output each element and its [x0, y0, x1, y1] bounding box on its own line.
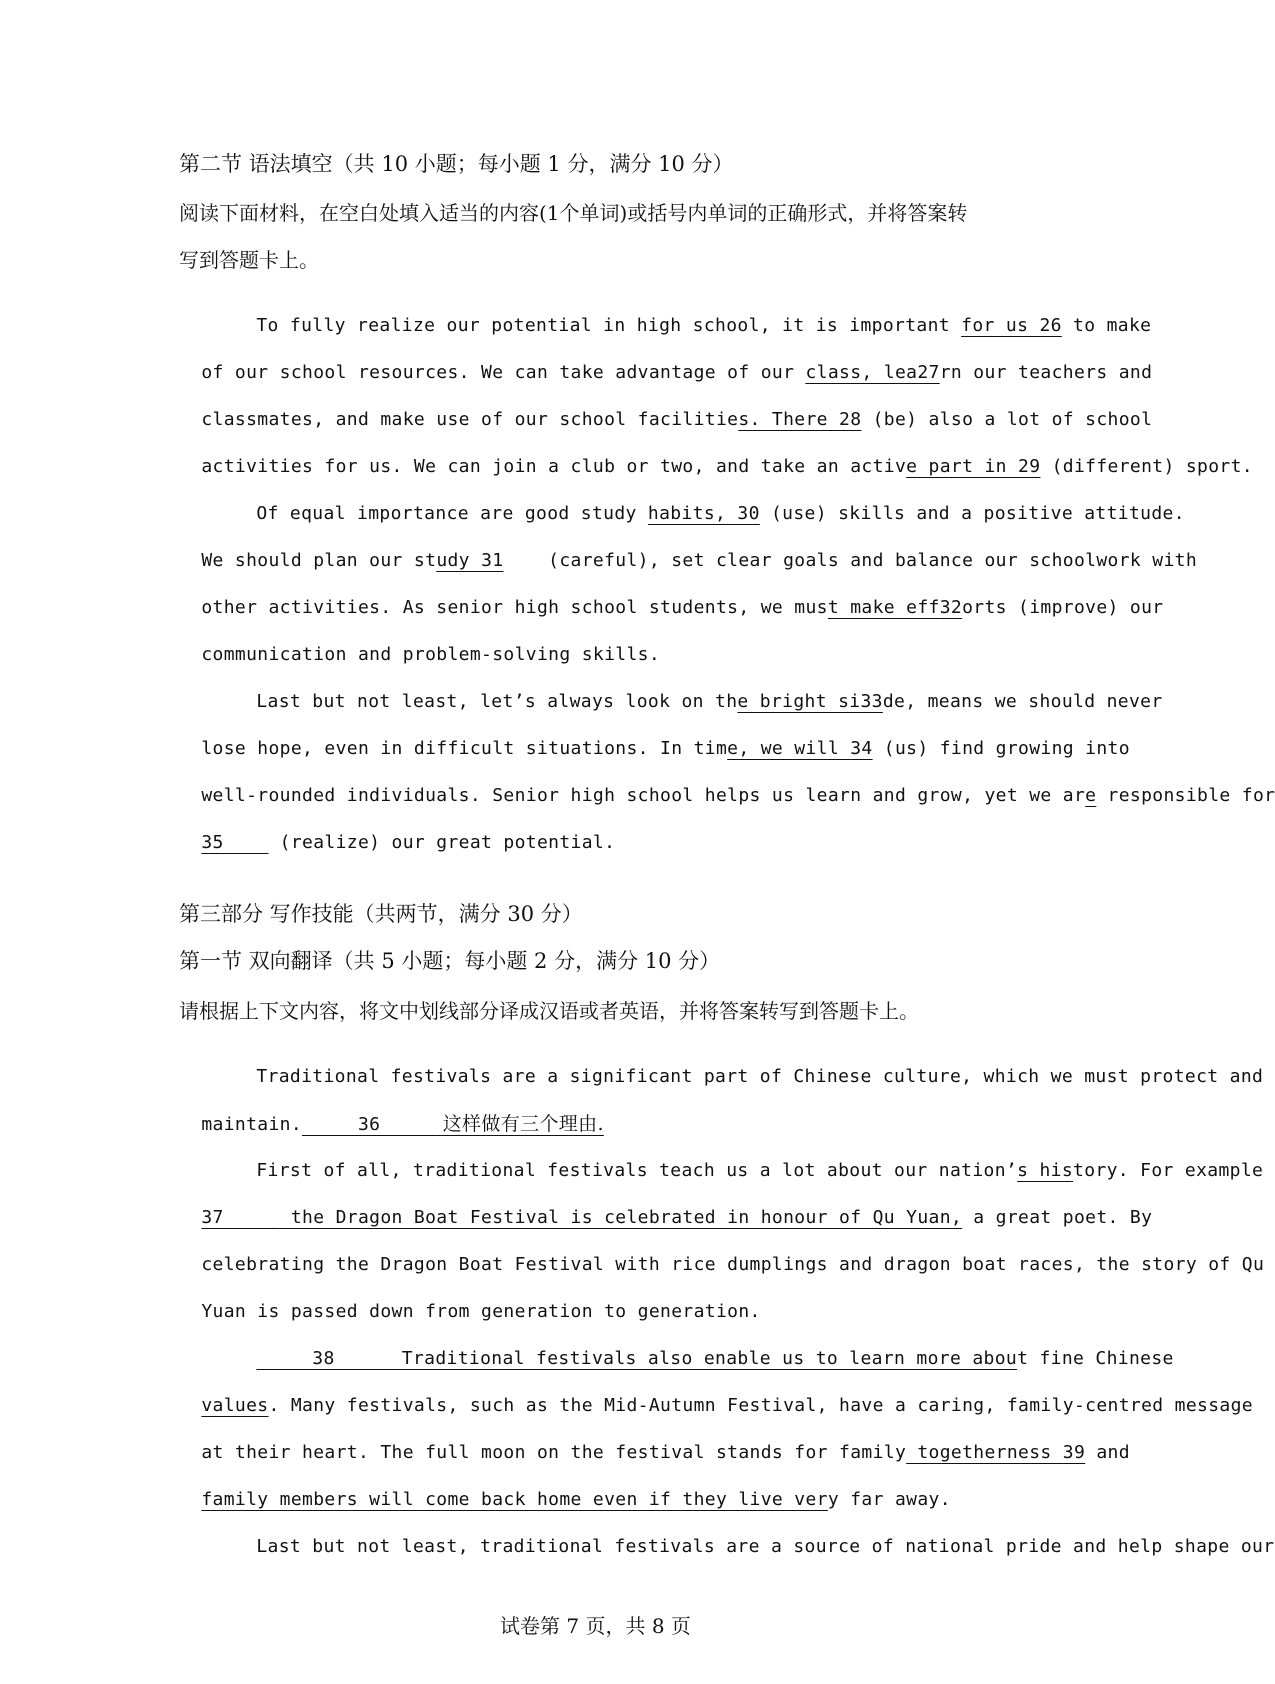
passage-line: lose hope, even in difficult situations. In time, we will 34 (us) find growing into — [201, 738, 1130, 759]
blank-33: e bright si33 — [737, 691, 883, 712]
passage-line: We should plan our study 31 (careful), set clear goals and balance our schoolwork with — [201, 550, 1198, 571]
passage-line: classmates, and make use of our school facilities. There 28 (be) also a lot of school — [201, 409, 1153, 430]
instruction-line: 阅读下面材料，在空白处填入适当的内容(1个单词)或括号内单词的正确形式，并将答案转 — [179, 201, 968, 225]
passage-line: Last but not least, traditional festivals are a source of national pride and help shape our — [256, 1536, 1275, 1557]
section-heading: 第二节 语法填空（共 10 小题；每小题 1 分，满分 10 分） — [179, 152, 734, 176]
passage-line: at their heart. The full moon on the festival stands for family togetherness 39 and — [201, 1442, 1130, 1463]
blank-39: togetherness 39 — [906, 1442, 1086, 1463]
passage-line: Traditional festivals are a significant part of Chinese culture, which we must protect and — [256, 1066, 1264, 1087]
blank-26: for us 26 — [961, 315, 1062, 336]
blank-29: e part in 29 — [906, 456, 1041, 477]
blank-28: s. There 28 — [738, 409, 862, 430]
passage-line: values. Many festivals, such as the Mid-Autumn Festival, have a caring, family-centred message — [201, 1395, 1253, 1416]
underline-mark: s his — [1017, 1160, 1074, 1181]
passage-line: First of all, traditional festivals teach us a lot about our nation’s history. For example — [256, 1160, 1264, 1181]
passage-line: of our school resources. We can take advantage of our class, lea27rn our teachers and — [201, 362, 1153, 383]
translate-sentence-38: Traditional festivals also enable us to learn more abou — [390, 1348, 1018, 1369]
translate-sentence-38-end: values — [201, 1395, 269, 1416]
blank-32: t make eff32 — [827, 597, 963, 618]
translate-sentence-39: family members will come back home even if they live ver — [201, 1489, 828, 1510]
passage-line: activities for us. We can join a club or two, and take an active part in 29 (different) sport. — [201, 456, 1253, 477]
underline-mark: e — [1085, 785, 1097, 806]
instruction-line: 请根据上下文内容，将文中划线部分译成汉语或者英语，并将答案转写到答题卡上。 — [179, 999, 919, 1023]
part-heading: 第三部分 写作技能（共两节，满分 30 分） — [179, 902, 583, 926]
passage-line: 38 Traditional festivals also enable us to learn more about fine Chinese — [256, 1348, 1174, 1369]
blank-36: 36 — [302, 1114, 437, 1135]
passage-line: family members will come back home even if they live very far away. — [201, 1489, 951, 1510]
passage-line: Yuan is passed down from generation to generation. — [201, 1301, 761, 1322]
blank-38: 38 — [256, 1348, 391, 1369]
blank-37: 37 — [201, 1207, 280, 1228]
section-heading: 第一节 双向翻译（共 5 小题；每小题 2 分，满分 10 分） — [179, 949, 721, 973]
passage-line: Last but not least, let’s always look on the bright si33de, means we should never — [256, 691, 1163, 712]
page-footer: 试卷第 7 页，共 8 页 — [500, 1614, 691, 1638]
translate-sentence-37: the Dragon Boat Festival is celebrated in honour of Qu Yuan, — [279, 1207, 963, 1228]
passage-line: communication and problem-solving skills. — [201, 644, 661, 665]
blank-34: e, we will 34 — [727, 738, 873, 759]
passage-line: celebrating the Dragon Boat Festival with rice dumplings and dragon boat races, the story of Qu — [201, 1254, 1265, 1275]
passage-line: 35 (realize) our great potential. — [201, 832, 616, 853]
passage-line: maintain. 36 这样做有三个理由. — [201, 1113, 604, 1135]
passage-line: 37 the Dragon Boat Festival is celebrated in honour of Qu Yuan, a great poet. By — [201, 1207, 1153, 1228]
passage-line: Of equal importance are good study habits, 30 (use) skills and a positive attitude. — [256, 503, 1185, 524]
instruction-line: 写到答题卡上。 — [179, 248, 319, 272]
passage-line: To fully realize our potential in high school, it is important for us 26 to make — [256, 315, 1152, 336]
blank-27: class, lea27 — [805, 362, 940, 383]
passage-line: well-rounded individuals. Senior high school helps us learn and grow, yet we are responsible for — [201, 785, 1275, 806]
blank-30: habits, 30 — [647, 503, 760, 524]
blank-35: 35 — [201, 832, 269, 853]
blank-31: udy 31 — [436, 550, 504, 571]
translate-sentence-36: 这样做有三个理由. — [436, 1113, 604, 1135]
passage-line: other activities. As senior high school students, we must make eff32orts (improve) our — [201, 597, 1164, 618]
